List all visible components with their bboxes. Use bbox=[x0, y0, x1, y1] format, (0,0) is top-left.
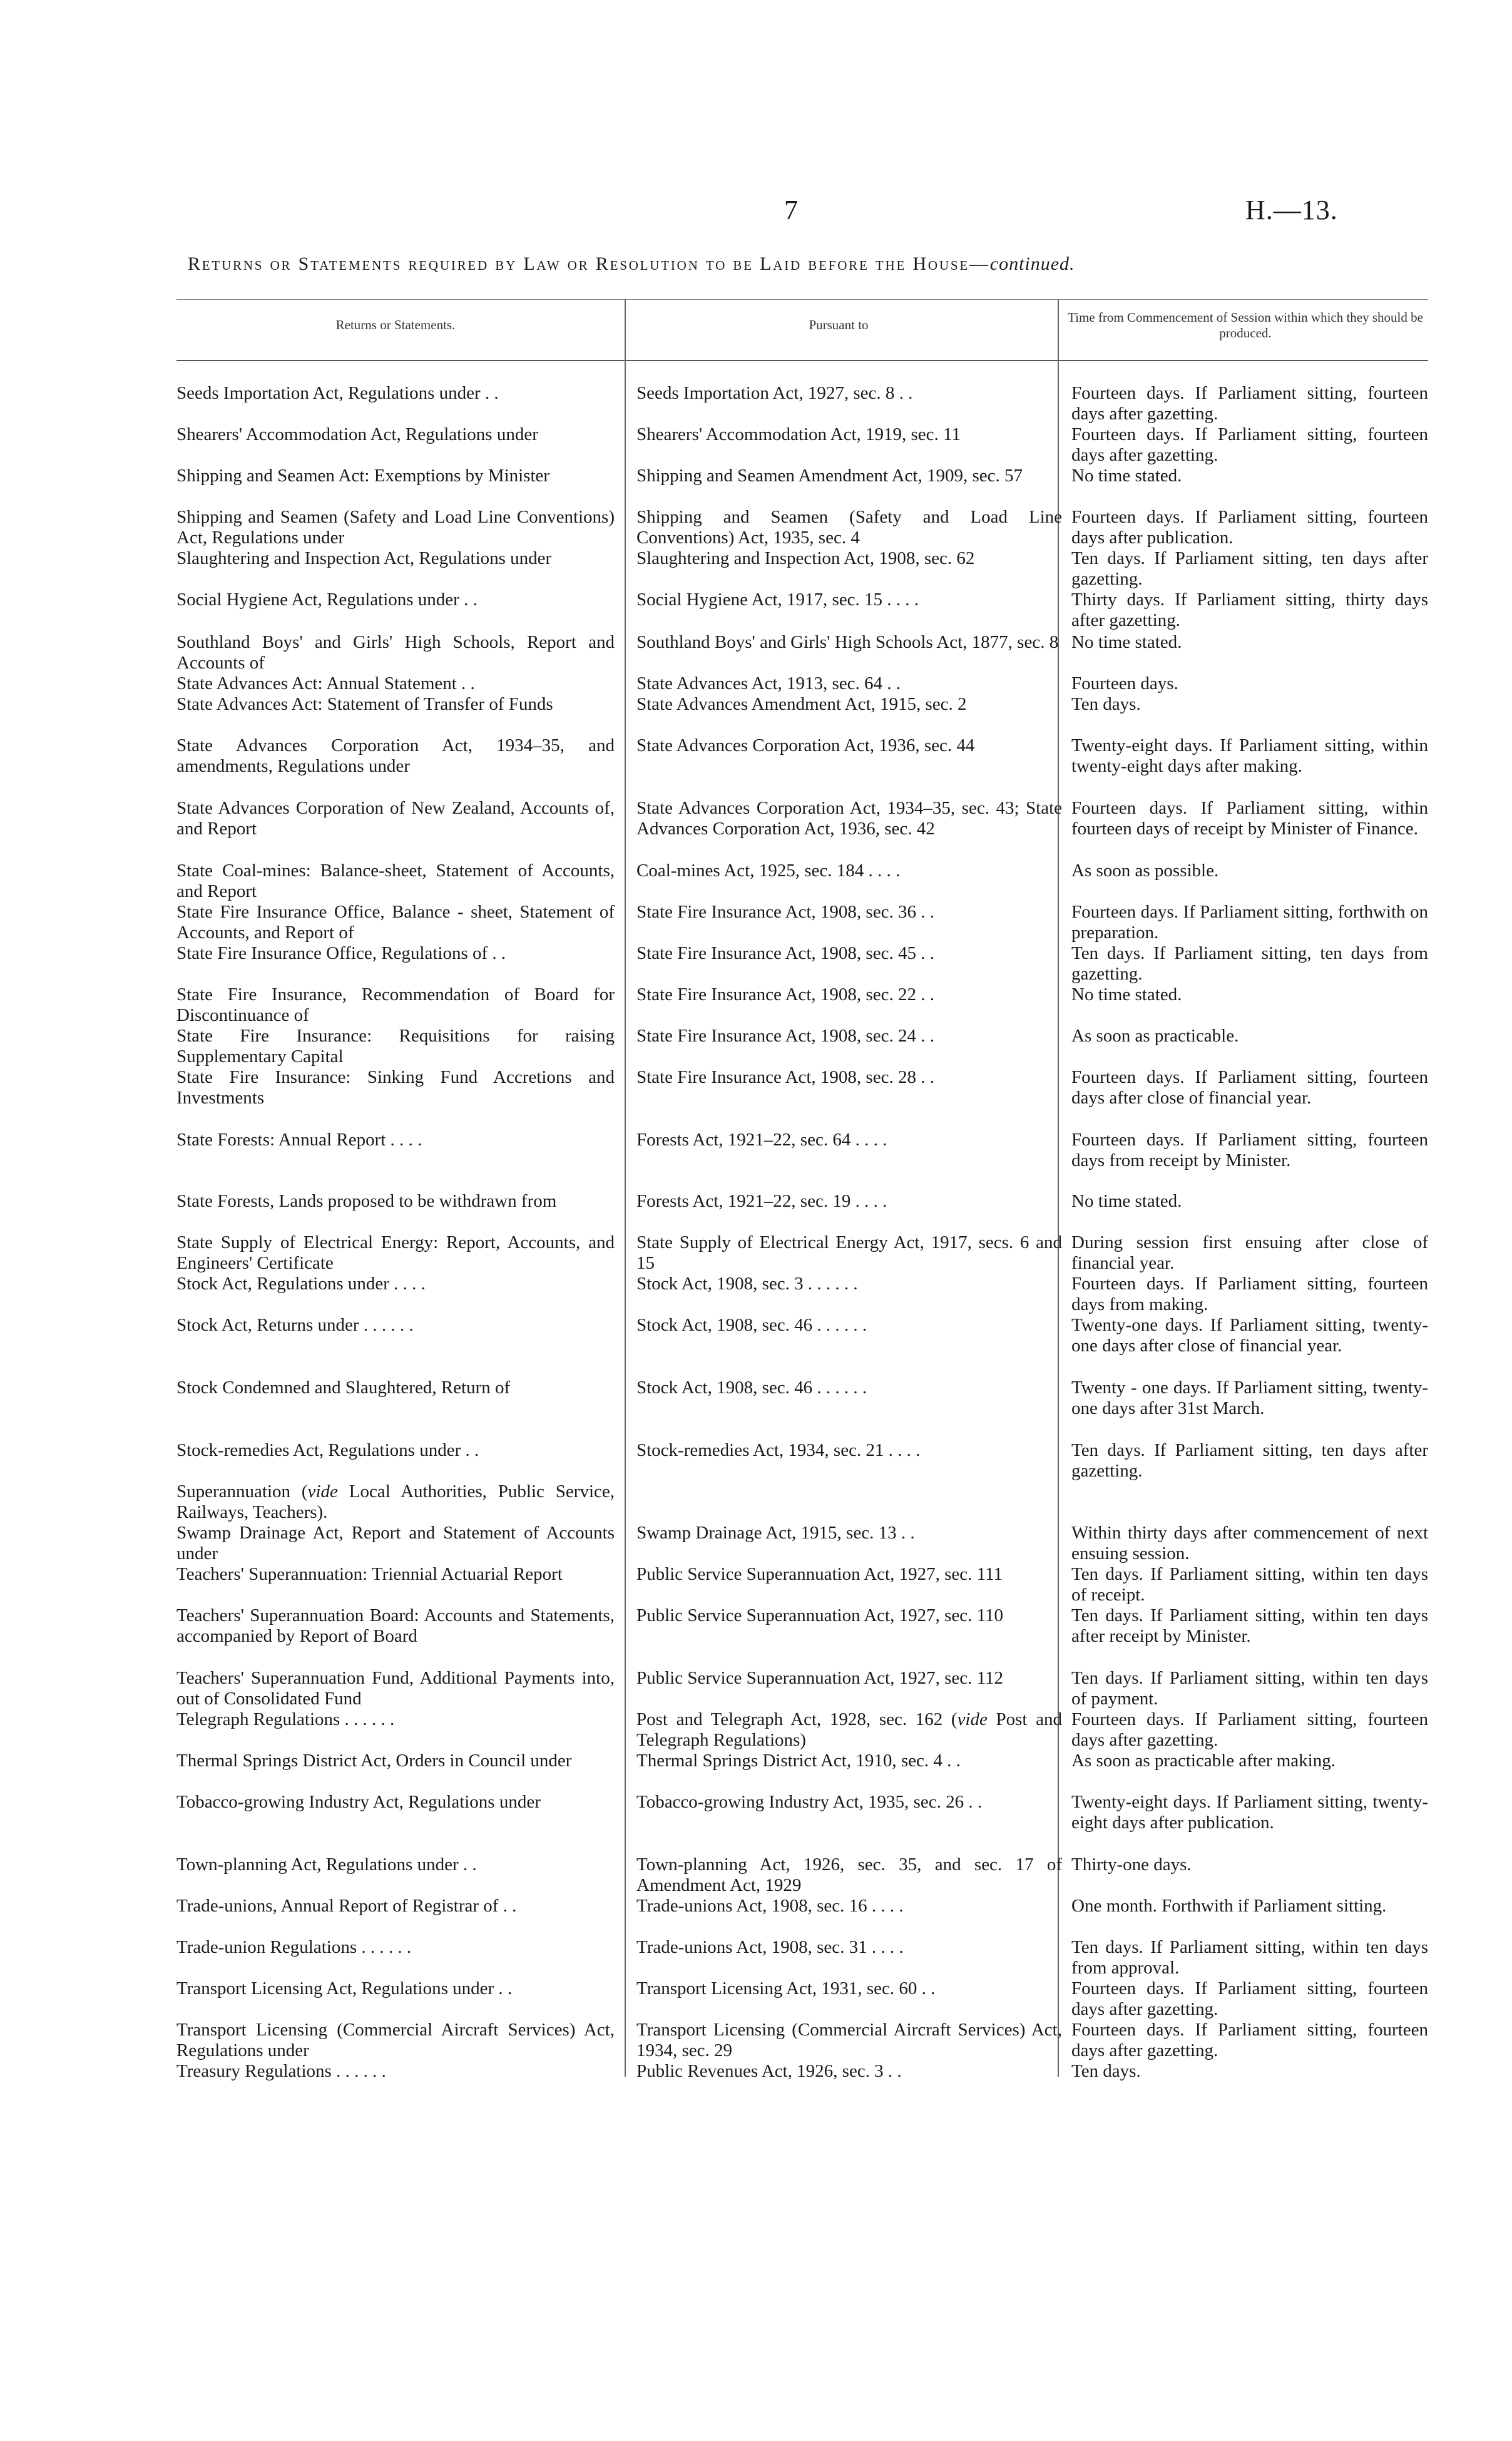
column-header-pursuant: Pursuant to bbox=[809, 317, 869, 332]
return-cell: Stock Act, Regulations under . . . . bbox=[176, 1274, 426, 1294]
pursuant-cell: Trade-unions Act, 1908, sec. 16 . . . . bbox=[636, 1896, 904, 1916]
time-cell: Ten days. If Parliament sitting, within ten days of receipt. bbox=[1071, 1564, 1428, 1605]
column-divider bbox=[625, 299, 626, 2077]
time-cell: Ten days. If Parliament sitting, ten days after gazetting. bbox=[1071, 548, 1428, 589]
pursuant-cell: Public Service Superannuation Act, 1927, sec. 110 bbox=[636, 1605, 1004, 1625]
return-cell: Trade-union Regulations . . . . . . bbox=[176, 1937, 412, 1957]
return-cell: Teachers' Superannuation Fund, Additional Payments into, out of Consolidated Fund bbox=[176, 1668, 615, 1709]
time-cell: Ten days. bbox=[1071, 694, 1141, 714]
time-cell: Thirty-one days. bbox=[1071, 1855, 1192, 1875]
pursuant-text: Post and Telegraph Regulations) bbox=[636, 1709, 1063, 1750]
document-reference: H.—13. bbox=[1245, 195, 1338, 225]
return-cell: Teachers' Superannuation: Triennial Actuarial Report bbox=[176, 1564, 563, 1584]
time-cell: Fourteen days. If Parliament sitting, fourteen days from making. bbox=[1071, 1274, 1428, 1314]
return-cell: State Fire Insurance Office, Balance - sheet, Statement of Accounts, and Report of bbox=[176, 902, 615, 943]
pursuant-cell: Seeds Importation Act, 1927, sec. 8 . . bbox=[636, 383, 913, 403]
pursuant-cell: Public Revenues Act, 1926, sec. 3 . . bbox=[636, 2061, 902, 2081]
return-cell: State Fire Insurance, Recommendation of Board for Discontinuance of bbox=[176, 985, 615, 1025]
time-cell: Ten days. If Parliament sitting, ten days after gazetting. bbox=[1071, 1440, 1428, 1481]
vide-text: vide bbox=[957, 1709, 988, 1729]
pursuant-cell: Shipping and Seamen Amendment Act, 1909, sec. 57 bbox=[636, 466, 1023, 486]
time-cell: Thirty days. If Parliament sitting, thirty days after gazetting. bbox=[1071, 590, 1428, 630]
pursuant-cell: Transport Licensing Act, 1931, sec. 60 . . bbox=[636, 1978, 936, 1998]
pursuant-cell: Thermal Springs District Act, 1910, sec. 4 . . bbox=[636, 1751, 961, 1771]
return-cell: Shearers' Accommodation Act, Regulations under bbox=[176, 424, 538, 444]
page-title-text: Returns or Statements required by Law or Resolution to be Laid before the House— bbox=[188, 253, 990, 274]
return-cell: Town-planning Act, Regulations under . . bbox=[176, 1855, 477, 1875]
time-cell: No time stated. bbox=[1071, 466, 1182, 486]
pursuant-cell bbox=[636, 1709, 1062, 1751]
vide-text: vide bbox=[307, 1481, 338, 1502]
return-text: Superannuation ( bbox=[176, 1481, 308, 1502]
pursuant-cell: State Advances Corporation Act, 1936, sec. 44 bbox=[636, 735, 975, 755]
pursuant-cell: Stock Act, 1908, sec. 46 . . . . . . bbox=[636, 1378, 867, 1398]
pursuant-cell: Shipping and Seamen (Safety and Load Line Conventions) Act, 1935, sec. 4 bbox=[636, 507, 1062, 548]
pursuant-cell: Forests Act, 1921–22, sec. 19 . . . . bbox=[636, 1191, 887, 1211]
pursuant-text: Post and Telegraph Act, 1928, sec. 162 ( bbox=[636, 1709, 958, 1729]
pursuant-cell: Town-planning Act, 1926, sec. 35, and sec. 17 of Amendment Act, 1929 bbox=[636, 1855, 1062, 1895]
pursuant-cell: State Fire Insurance Act, 1908, sec. 22 . . bbox=[636, 985, 934, 1005]
time-cell: As soon as possible. bbox=[1071, 861, 1219, 881]
column-header-returns: Returns or Statements. bbox=[335, 317, 456, 332]
pursuant-cell: State Advances Corporation Act, 1934–35, sec. 43; State Advances Corporation Act, 1936, sec. 42 bbox=[636, 798, 1062, 839]
time-cell: Fourteen days. If Parliament sitting, fourteen days from receipt by Minister. bbox=[1071, 1130, 1428, 1170]
pursuant-cell: State Advances Act, 1913, sec. 64 . . bbox=[636, 673, 901, 693]
time-cell: Twenty-eight days. If Parliament sitting, twenty-eight days after publication. bbox=[1071, 1792, 1428, 1833]
table-header-rule bbox=[176, 360, 1428, 361]
return-cell: State Fire Insurance: Sinking Fund Accretions and Investments bbox=[176, 1067, 615, 1108]
return-cell: Trade-unions, Annual Report of Registrar of . . bbox=[176, 1896, 517, 1916]
pursuant-cell: Trade-unions Act, 1908, sec. 31 . . . . bbox=[636, 1937, 904, 1957]
time-cell: Fourteen days. If Parliament sitting, fourteen days after gazetting. bbox=[1071, 383, 1428, 424]
pursuant-cell: Tobacco-growing Industry Act, 1935, sec. 26 . . bbox=[636, 1792, 983, 1812]
pursuant-cell: State Fire Insurance Act, 1908, sec. 36 . . bbox=[636, 902, 934, 922]
pursuant-cell: Stock-remedies Act, 1934, sec. 21 . . . . bbox=[636, 1440, 921, 1460]
return-cell: Stock-remedies Act, Regulations under . . bbox=[176, 1440, 479, 1460]
time-cell: As soon as practicable after making. bbox=[1071, 1751, 1336, 1771]
pursuant-cell: Public Service Superannuation Act, 1927, sec. 112 bbox=[636, 1668, 1004, 1688]
return-cell: Stock Act, Returns under . . . . . . bbox=[176, 1315, 414, 1335]
return-cell: Social Hygiene Act, Regulations under . . bbox=[176, 590, 478, 610]
time-cell: Fourteen days. If Parliament sitting, forthwith on preparation. bbox=[1071, 902, 1428, 943]
return-cell: Transport Licensing (Commercial Aircraft Services) Act, Regulations under bbox=[176, 2020, 615, 2060]
return-cell: State Fire Insurance Office, Regulations of . . bbox=[176, 943, 506, 963]
time-cell: Fourteen days. If Parliament sitting, fourteen days after gazetting. bbox=[1071, 424, 1428, 465]
return-cell: Stock Condemned and Slaughtered, Return of bbox=[176, 1378, 511, 1398]
time-cell: Fourteen days. bbox=[1071, 673, 1178, 693]
page-title bbox=[188, 253, 1408, 275]
time-cell: Fourteen days. If Parliament sitting, within fourteen days of receipt by Minister of Finance. bbox=[1071, 798, 1428, 839]
column-header-time: Time from Commencement of Session within which they should be produced. bbox=[1068, 310, 1423, 340]
time-cell: As soon as practicable. bbox=[1071, 1026, 1239, 1046]
pursuant-cell: Stock Act, 1908, sec. 46 . . . . . . bbox=[636, 1315, 867, 1335]
time-cell: Twenty - one days. If Parliament sitting, twenty-one days after 31st March. bbox=[1071, 1378, 1428, 1418]
return-cell: State Coal-mines: Balance-sheet, Statement of Accounts, and Report bbox=[176, 861, 615, 901]
time-cell: Ten days. If Parliament sitting, ten days from gazetting. bbox=[1071, 943, 1428, 984]
pursuant-cell: Forests Act, 1921–22, sec. 64 . . . . bbox=[636, 1130, 887, 1150]
return-cell bbox=[176, 1481, 615, 1523]
return-cell: State Supply of Electrical Energy: Report, Accounts, and Engineers' Certificate bbox=[176, 1232, 615, 1273]
return-cell: Tobacco-growing Industry Act, Regulations under bbox=[176, 1792, 541, 1812]
pursuant-cell: State Fire Insurance Act, 1908, sec. 45 . . bbox=[636, 943, 934, 963]
return-cell: State Advances Act: Statement of Transfer of Funds bbox=[176, 694, 553, 714]
time-cell: One month. Forthwith if Parliament sitting. bbox=[1071, 1896, 1387, 1916]
time-cell: Fourteen days. If Parliament sitting, fourteen days after publication. bbox=[1071, 507, 1428, 548]
time-cell: Fourteen days. If Parliament sitting, fourteen days after close of financial year. bbox=[1071, 1067, 1428, 1108]
return-cell: Swamp Drainage Act, Report and Statement of Accounts under bbox=[176, 1523, 615, 1563]
time-cell: Fourteen days. If Parliament sitting, fourteen days after gazetting. bbox=[1071, 1978, 1428, 2019]
time-cell: Within thirty days after commencement of next ensuing session. bbox=[1071, 1523, 1428, 1563]
return-cell: Treasury Regulations . . . . . . bbox=[176, 2061, 386, 2081]
time-cell: Ten days. If Parliament sitting, within ten days of payment. bbox=[1071, 1668, 1428, 1709]
return-text: Local Authorities, Public Service, Railways, Teachers). bbox=[176, 1481, 615, 1522]
return-cell: Shipping and Seamen Act: Exemptions by Minister bbox=[176, 466, 550, 486]
pursuant-cell: Shearers' Accommodation Act, 1919, sec. 11 bbox=[636, 424, 961, 444]
time-cell: No time stated. bbox=[1071, 1191, 1182, 1211]
pursuant-cell: Social Hygiene Act, 1917, sec. 15 . . . . bbox=[636, 590, 919, 610]
return-cell: Telegraph Regulations . . . . . . bbox=[176, 1709, 395, 1729]
return-cell: State Advances Act: Annual Statement . . bbox=[176, 673, 475, 693]
return-cell: State Fire Insurance: Requisitions for raising Supplementary Capital bbox=[176, 1026, 615, 1067]
return-cell: Teachers' Superannuation Board: Accounts and Statements, accompanied by Report of Board bbox=[176, 1605, 615, 1646]
pursuant-cell: State Fire Insurance Act, 1908, sec. 28 . . bbox=[636, 1067, 934, 1087]
return-cell: Transport Licensing Act, Regulations under . . bbox=[176, 1978, 513, 1998]
return-cell: Thermal Springs District Act, Orders in Council under bbox=[176, 1751, 572, 1771]
time-cell: Ten days. bbox=[1071, 2061, 1141, 2081]
pursuant-cell: Transport Licensing (Commercial Aircraft Services) Act, 1934, sec. 29 bbox=[636, 2020, 1062, 2060]
return-cell: Seeds Importation Act, Regulations under . . bbox=[176, 383, 499, 403]
pursuant-cell: Stock Act, 1908, sec. 3 . . . . . . bbox=[636, 1274, 858, 1294]
table-top-rule bbox=[176, 299, 1428, 300]
time-cell: Ten days. If Parliament sitting, within ten days after receipt by Minister. bbox=[1071, 1605, 1428, 1646]
pursuant-cell: Slaughtering and Inspection Act, 1908, sec. 62 bbox=[636, 548, 975, 568]
time-cell: Fourteen days. If Parliament sitting, fourteen days after gazetting. bbox=[1071, 1709, 1428, 1750]
page-title-continued: continued. bbox=[989, 253, 1075, 274]
return-cell: State Advances Corporation Act, 1934–35, and amendments, Regulations under bbox=[176, 735, 615, 776]
time-cell: No time stated. bbox=[1071, 985, 1182, 1005]
pursuant-cell: State Supply of Electrical Energy Act, 1917, secs. 6 and 15 bbox=[636, 1232, 1062, 1273]
pursuant-cell: Public Service Superannuation Act, 1927, sec. 111 bbox=[636, 1564, 1003, 1584]
return-cell: State Advances Corporation of New Zealand, Accounts of, and Report bbox=[176, 798, 615, 839]
return-cell: Slaughtering and Inspection Act, Regulations under bbox=[176, 548, 552, 568]
time-cell: Ten days. If Parliament sitting, within ten days from approval. bbox=[1071, 1937, 1428, 1978]
time-cell: Fourteen days. If Parliament sitting, fourteen days after gazetting. bbox=[1071, 2020, 1428, 2060]
pursuant-cell: State Advances Amendment Act, 1915, sec. 2 bbox=[636, 694, 967, 714]
time-cell: Twenty-eight days. If Parliament sitting, within twenty-eight days after making. bbox=[1071, 735, 1428, 776]
time-cell: No time stated. bbox=[1071, 632, 1182, 652]
return-cell: Southland Boys' and Girls' High Schools, Report and Accounts of bbox=[176, 632, 615, 673]
return-cell: Shipping and Seamen (Safety and Load Line Conventions) Act, Regulations under bbox=[176, 507, 615, 548]
time-cell: During session first ensuing after close of financial year. bbox=[1071, 1232, 1428, 1273]
time-cell: Twenty-one days. If Parliament sitting, twenty-one days after close of financial year. bbox=[1071, 1315, 1428, 1356]
pursuant-cell: Coal-mines Act, 1925, sec. 184 . . . . bbox=[636, 861, 901, 881]
page-number: 7 bbox=[784, 195, 798, 225]
return-cell: State Forests, Lands proposed to be withdrawn from bbox=[176, 1191, 557, 1211]
return-cell: State Forests: Annual Report . . . . bbox=[176, 1130, 422, 1150]
pursuant-cell: State Fire Insurance Act, 1908, sec. 24 . . bbox=[636, 1026, 934, 1046]
pursuant-cell: Southland Boys' and Girls' High Schools Act, 1877, sec. 8 bbox=[636, 632, 1059, 652]
pursuant-cell: Swamp Drainage Act, 1915, sec. 13 . . bbox=[636, 1523, 915, 1543]
